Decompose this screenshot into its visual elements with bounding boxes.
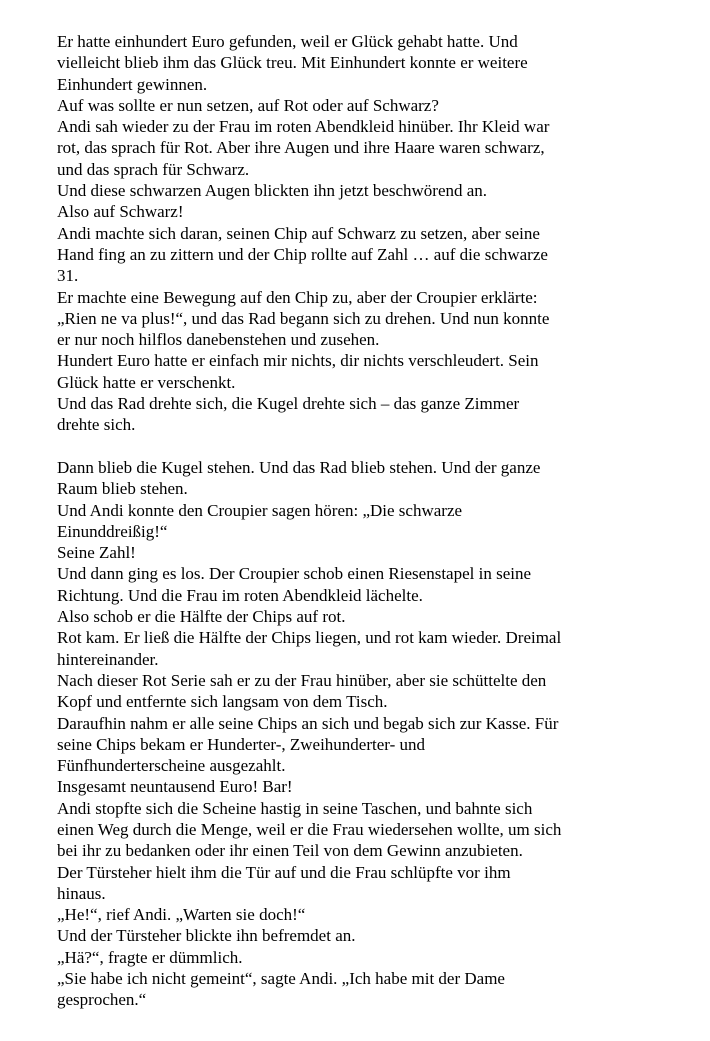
text-line: gesprochen.“ — [57, 990, 147, 1010]
text-line: rot, das sprach für Rot. Aber ihre Augen und ihre Haare waren schwarz, — [57, 138, 545, 158]
text-line: seine Chips bekam er Hunderter-, Zweihunderter- und — [57, 734, 425, 754]
text-line — [57, 436, 677, 457]
text-line: vielleicht blieb ihm das Glück treu. Mit Einhundert konnte er weitere — [57, 53, 528, 73]
text-line: Rot kam. Er ließ die Hälfte der Chips liegen, und rot kam wieder. Dreimal — [57, 628, 562, 648]
text-line: einen Weg durch die Menge, weil er die Frau wiedersehen wollte, um sich — [57, 819, 562, 839]
text-line: Insgesamt neuntausend Euro! Bar! — [57, 777, 293, 797]
text-line: 31. — [57, 266, 79, 286]
text-line: „He!“, rief Andi. „Warten sie doch!“ — [57, 905, 306, 925]
text-line: Hundert Euro hatte er einfach mir nichts, dir nichts verschleudert. Sein — [57, 351, 539, 371]
text-line: Fünfhunderterscheine ausgezahlt. — [57, 756, 286, 776]
text-line: Und diese schwarzen Augen blickten ihn jetzt beschwörend an. — [57, 181, 488, 201]
text-line: Raum blieb stehen. — [57, 479, 188, 499]
text-line: Kopf und entfernte sich langsam von dem Tisch. — [57, 692, 388, 712]
text-line: Der Türsteher hielt ihm die Tür auf und die Frau schlüpfte vor ihm — [57, 862, 511, 882]
text-line: Und der Türsteher blickte ihn befremdet an. — [57, 926, 356, 946]
text-line: Also auf Schwarz! — [57, 202, 184, 222]
text-line: Und Andi konnte den Croupier sagen hören: „Die schwarze — [57, 500, 463, 520]
text-line: „Sie habe ich nicht gemeint“, sagte Andi. „Ich habe mit der Dame — [57, 969, 505, 989]
text-line: Glück hatte er verschenkt. — [57, 372, 236, 392]
text-block — [57, 31, 677, 1011]
text-line: Einhundert gewinnen. — [57, 74, 208, 94]
text-line: Seine Zahl! — [57, 543, 136, 563]
text-line: Einunddreißig!“ — [57, 521, 168, 541]
text-line: Dann blieb die Kugel stehen. Und das Rad blieb stehen. Und der ganze — [57, 457, 541, 477]
text-line: und das sprach für Schwarz. — [57, 159, 250, 179]
text-line: Und dann ging es los. Der Croupier schob einen Riesenstapel in seine — [57, 564, 532, 584]
text-line: Andi sah wieder zu der Frau im roten Abendkleid hinüber. Ihr Kleid war — [57, 117, 550, 137]
text-line: Richtung. Und die Frau im roten Abendkleid lächelte. — [57, 585, 423, 605]
text-line: Daraufhin nahm er alle seine Chips an sich und begab sich zur Kasse. Für — [57, 713, 559, 733]
text-line: Auf was sollte er nun setzen, auf Rot oder auf Schwarz? — [57, 95, 439, 115]
text-line: Andi stopfte sich die Scheine hastig in seine Taschen, und bahnte sich — [57, 798, 533, 818]
text-line: bei ihr zu bedanken oder ihr einen Teil von dem Gewinn anzubieten. — [57, 841, 523, 861]
text-line: Er machte eine Bewegung auf den Chip zu, aber der Croupier erklärte: — [57, 287, 538, 307]
text-line: Und das Rad drehte sich, die Kugel drehte sich – das ganze Zimmer — [57, 394, 520, 414]
text-line: Hand fing an zu zittern und der Chip rollte auf Zahl … auf die schwarze — [57, 244, 548, 264]
text-line: Also schob er die Hälfte der Chips auf rot. — [57, 607, 346, 627]
text-line: „Hä?“, fragte er dümmlich. — [57, 947, 243, 967]
text-line: hintereinander. — [57, 649, 159, 669]
text-line: hinaus. — [57, 883, 106, 903]
text-line: Nach dieser Rot Serie sah er zu der Frau hinüber, aber sie schüttelte den — [57, 670, 547, 690]
text-line: drehte sich. — [57, 415, 136, 435]
text-line: „Rien ne va plus!“, und das Rad begann sich zu drehen. Und nun konnte — [57, 308, 550, 328]
text-line: Er hatte einhundert Euro gefunden, weil er Glück gehabt hatte. Und — [57, 32, 518, 51]
text-line: Andi machte sich daran, seinen Chip auf Schwarz zu setzen, aber seine — [57, 223, 540, 243]
text-line: er nur noch hilflos danebenstehen und zusehen. — [57, 330, 380, 350]
